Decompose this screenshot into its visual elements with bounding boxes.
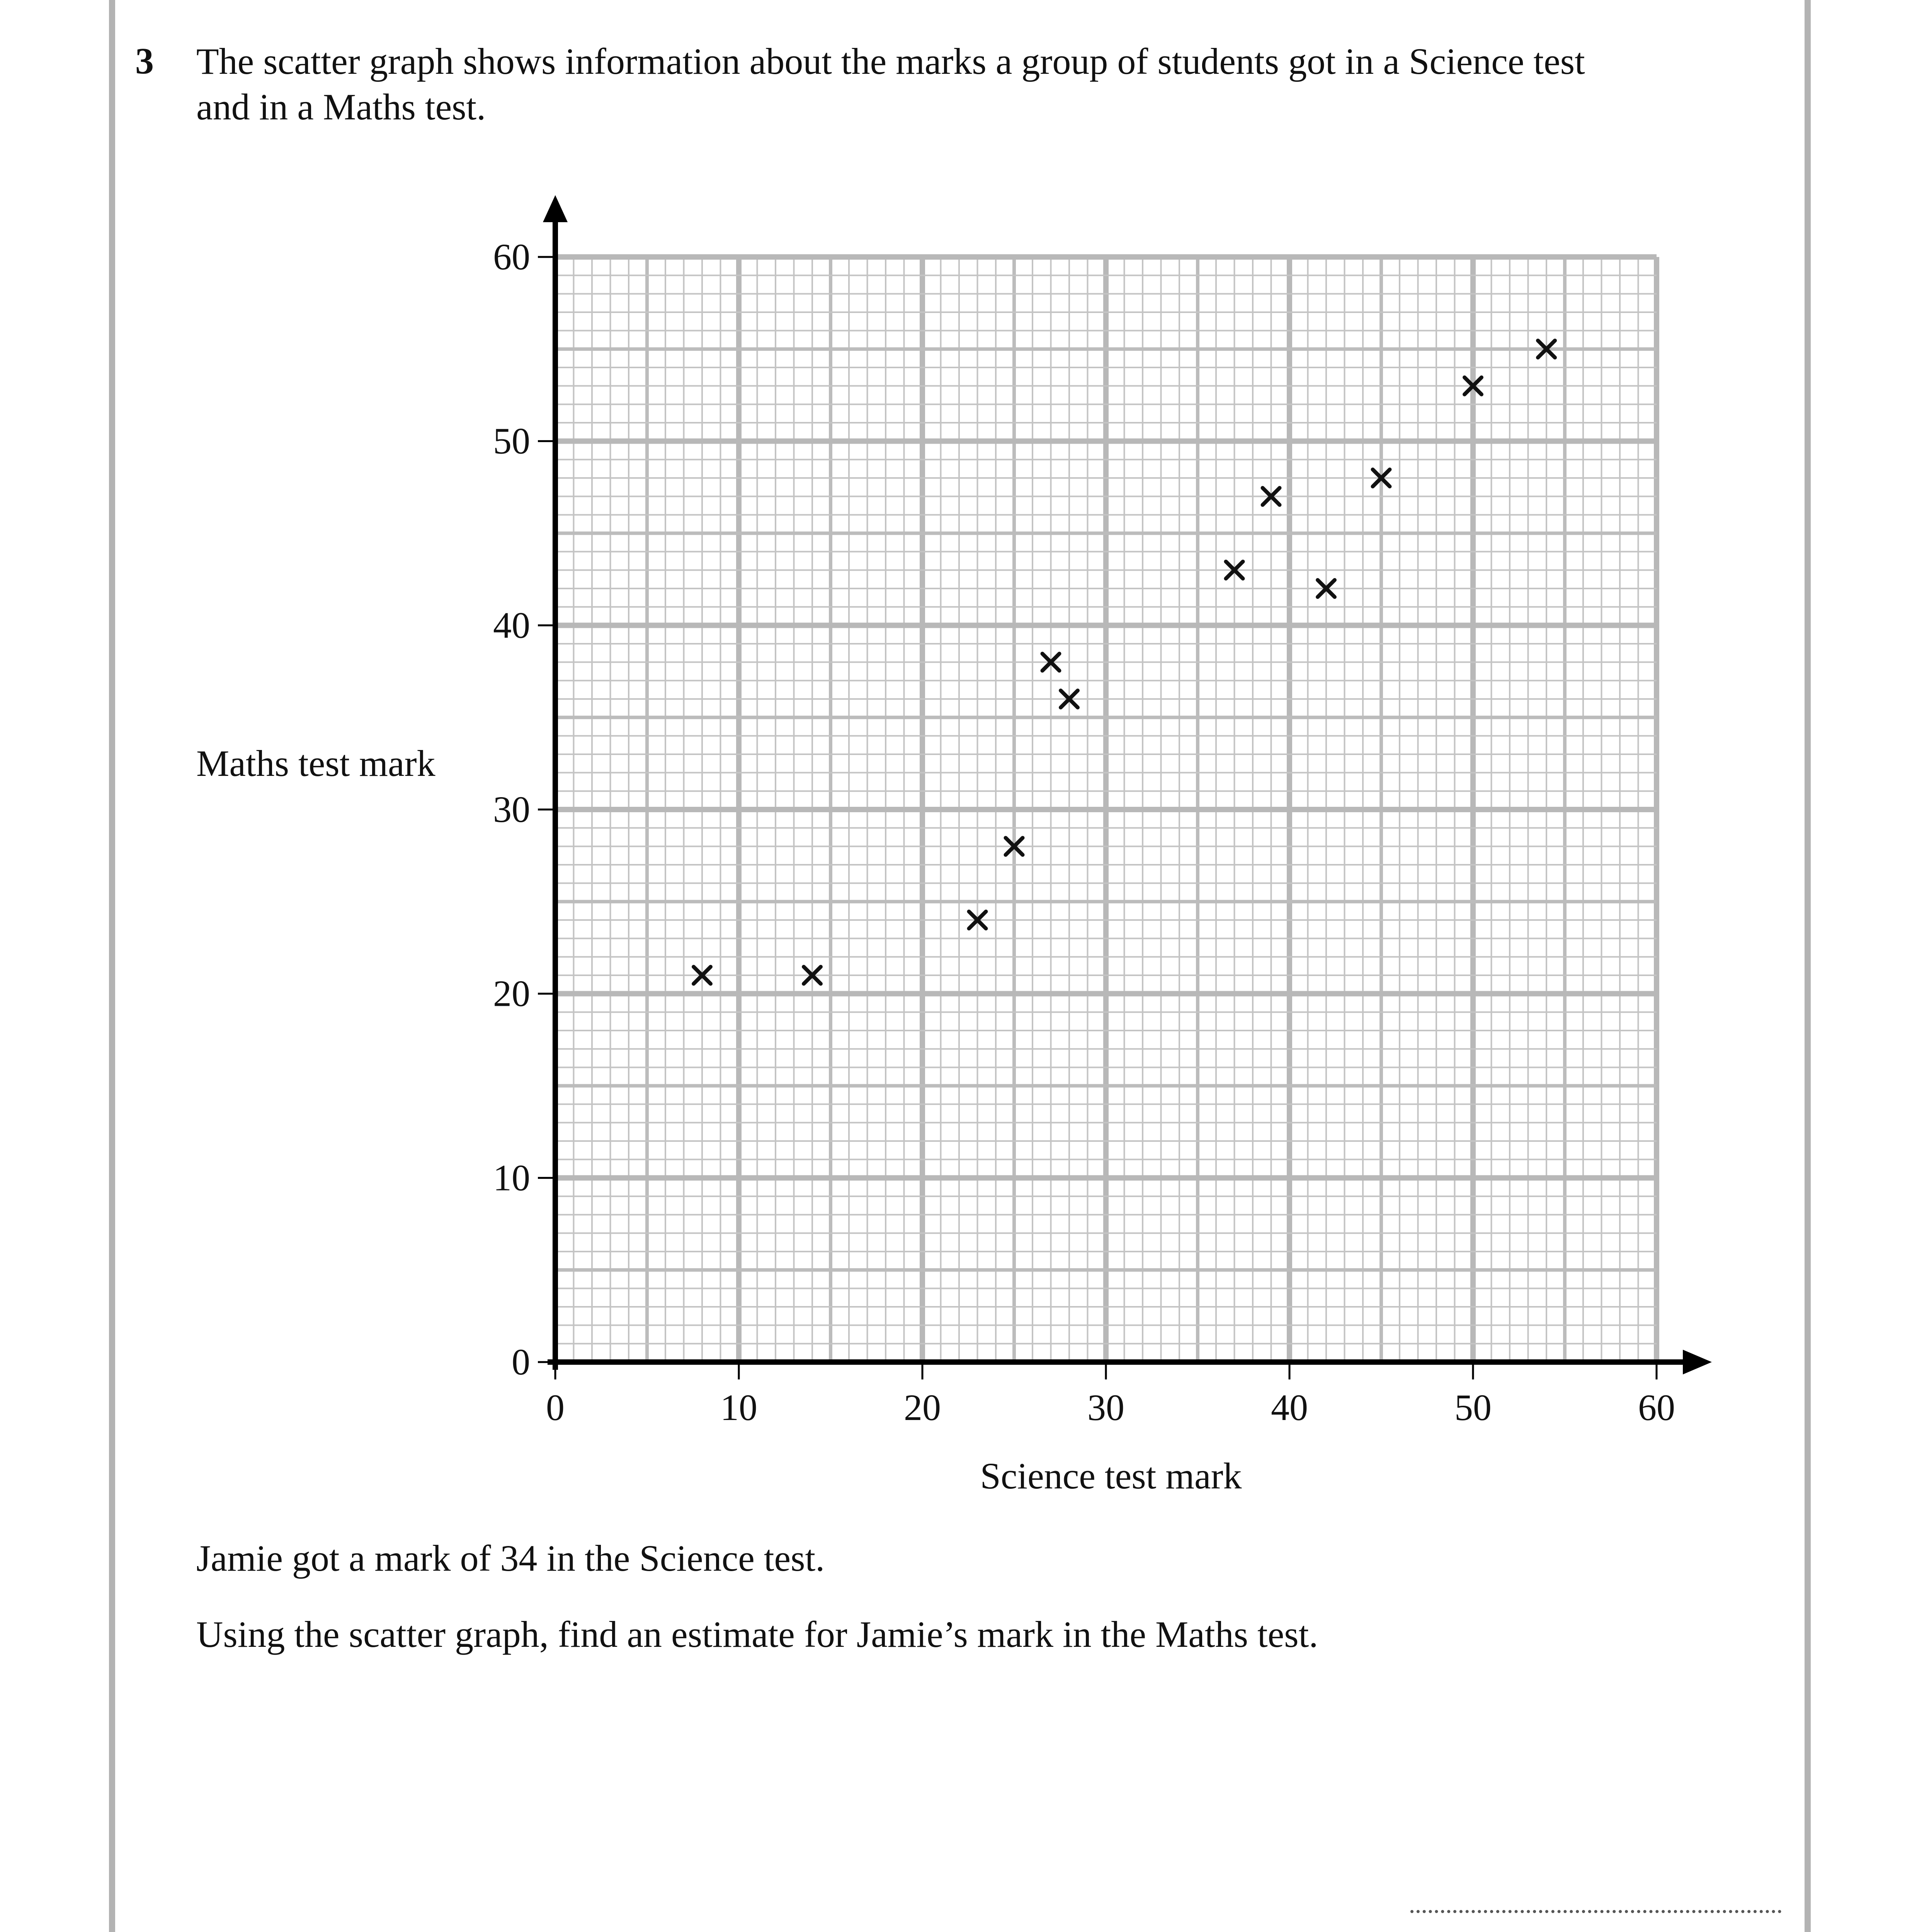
- x-axis-label: Science test mark: [980, 1455, 1242, 1497]
- grid: [555, 257, 1657, 1362]
- tick-marks: [538, 257, 1657, 1379]
- question-text: The scatter graph shows information about the marks a group of students got in a Science test and in a Maths test.: [196, 41, 1585, 128]
- x-tick-label: 50: [1454, 1387, 1492, 1428]
- prompt-line-2: Using the scatter graph, find an estimate for Jamie’s mark in the Maths test.: [196, 1614, 1318, 1655]
- x-tick-label: 40: [1271, 1387, 1308, 1428]
- y-tick-label: 20: [493, 973, 530, 1014]
- x-tick-label: 60: [1638, 1387, 1675, 1428]
- answer-line[interactable]: [1410, 1910, 1781, 1913]
- x-tick-label: 0: [546, 1387, 565, 1428]
- y-tick-label: 0: [512, 1341, 530, 1383]
- x-tick-label: 10: [720, 1387, 757, 1428]
- prompt-line-1: Jamie got a mark of 34 in the Science test.: [196, 1537, 825, 1579]
- y-tick-label: 50: [493, 420, 530, 462]
- y-tick-label: 40: [493, 604, 530, 646]
- y-tick-label: 60: [493, 236, 530, 277]
- x-tick-label: 30: [1087, 1387, 1124, 1428]
- y-axis-arrowhead: [543, 195, 568, 222]
- x-tick-label: 20: [904, 1387, 941, 1428]
- y-tick-label: 30: [493, 789, 530, 830]
- axes: [543, 195, 1712, 1374]
- y-tick-label: 10: [493, 1157, 530, 1199]
- question-number: 3: [135, 40, 154, 82]
- y-axis-label: Maths test mark: [196, 743, 435, 784]
- x-axis-arrowhead: [1683, 1350, 1712, 1374]
